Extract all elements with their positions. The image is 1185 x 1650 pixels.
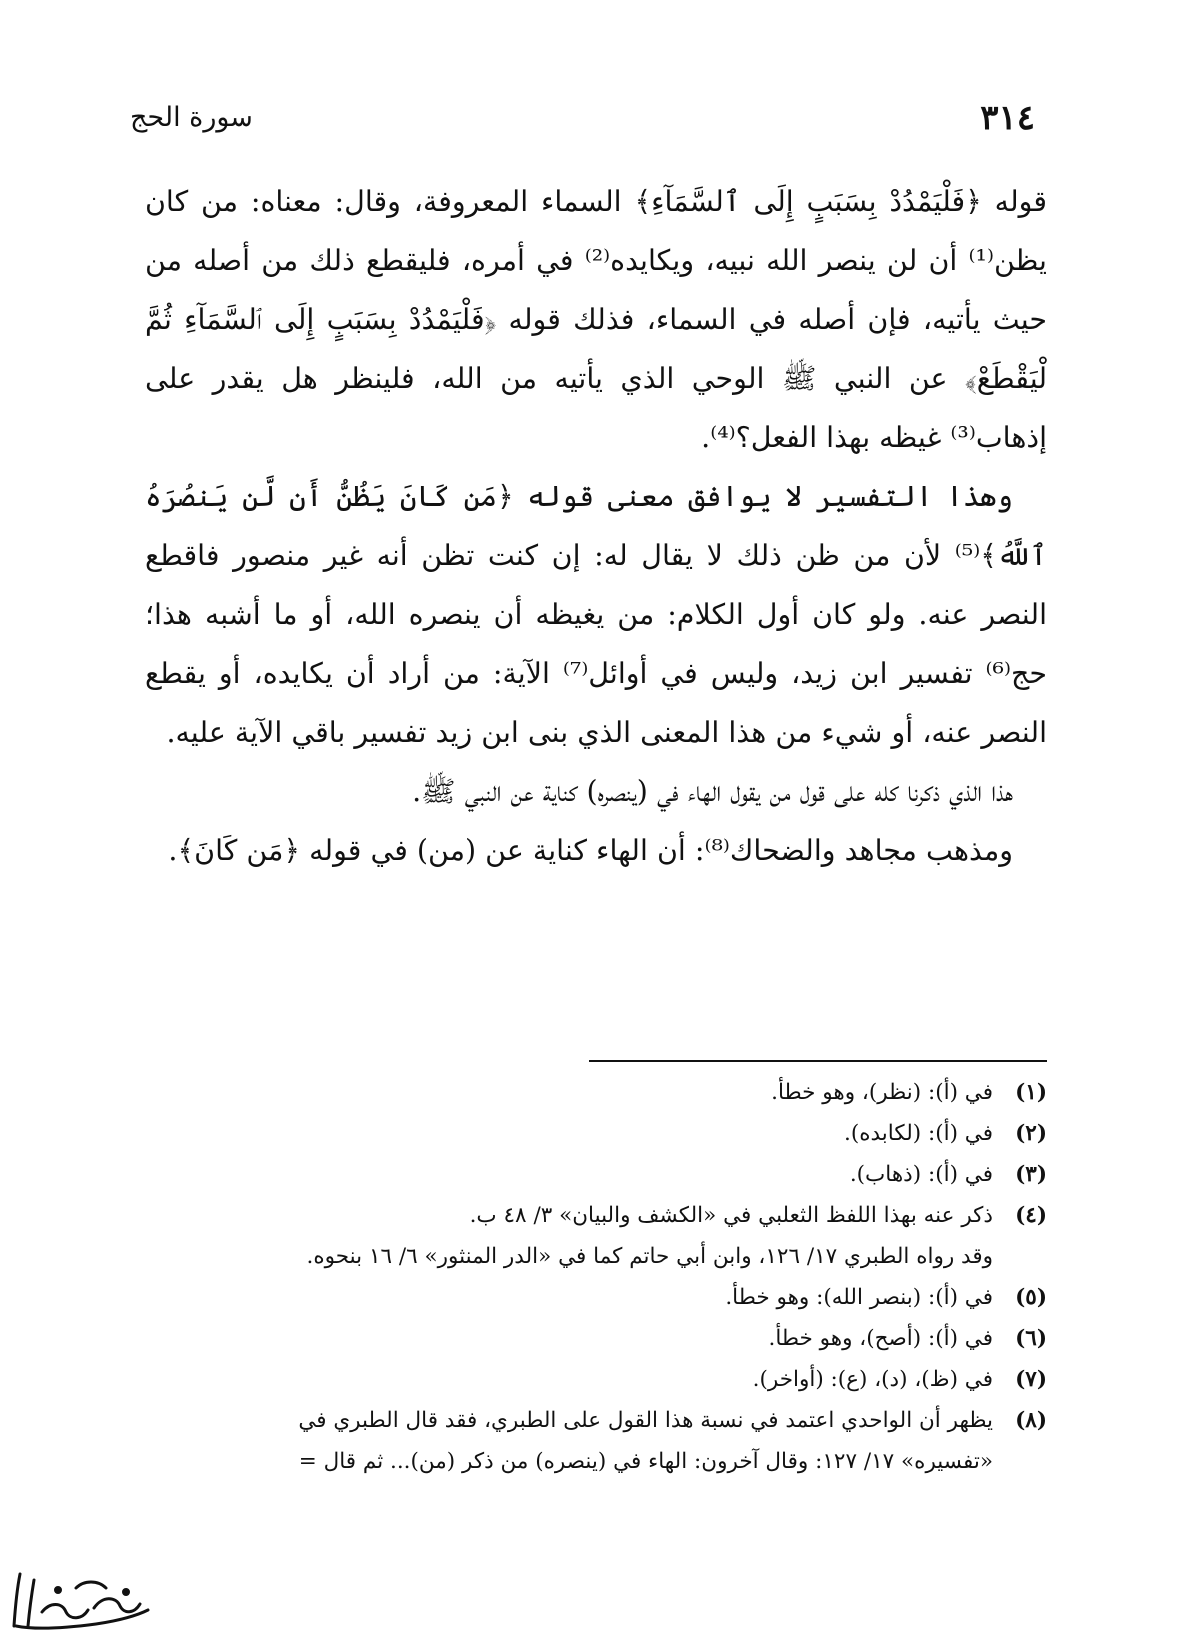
page-number: ٣١٤ — [980, 98, 1035, 138]
footnote-1 — [127, 1072, 1047, 1113]
surah-title: سورة الحج — [130, 102, 253, 133]
footnote-text: في (أ): (ذهاب). — [849, 1162, 993, 1187]
footnote-4 — [127, 1195, 1047, 1236]
running-head — [130, 98, 1035, 142]
footnote-separator — [589, 1060, 1047, 1062]
footnote-text: في (أ): (أصح)، وهو خطأ. — [768, 1326, 993, 1351]
main-text — [145, 172, 1047, 880]
footnote-6 — [127, 1318, 1047, 1359]
footnote-text: في (أ): (نظر)، وهو خطأ. — [771, 1080, 993, 1105]
footnote-number: (٢) — [1015, 1121, 1047, 1146]
footnote-number: (٨) — [1015, 1408, 1047, 1433]
paragraph-3: هذا الذي ذكرنا كله على قول من يقول الهاء في (ينصره) كناية عن النبي ﷺ. — [412, 775, 1013, 808]
footnotes — [127, 1072, 1047, 1482]
footnote-number: (٦) — [1015, 1326, 1047, 1351]
paragraph-2: وهذا التفسير لا يوافق معنى قوله ﴿مَن كَانَ يَظُنُّ أَن لَّن يَنصُرَهُ ٱللَّهُ﴾⁽⁵⁾ لأن من ظن ذلك لا يقال له: إن كنت تظن أنه غير منصور فاقطع النصر عنه. ولو كان أول الكلام: من يغيظه أن ينصره الله، أو ما أشبه هذا؛ حج⁽⁶⁾ تفسير ابن زيد، وليس في أوائل⁽⁷⁾ الآية: من أراد أن يكايده، أو يقطع النصر عنه، أو شيء من هذا المعنى الذي بنى ابن زيد تفسير باقي الآية عليه. — [145, 480, 1047, 749]
footnote-2 — [127, 1113, 1047, 1154]
footnote-8 — [127, 1400, 1047, 1441]
footnote-5 — [127, 1277, 1047, 1318]
footnote-text: في (أ): (بنصر الله): وهو خطأ. — [725, 1285, 993, 1310]
calligraphy-logo-icon — [6, 1566, 156, 1638]
paragraph-1: قوله ﴿فَلْيَمْدُدْ بِسَبَبٍ إِلَى ٱلسَّمَآءِ﴾ السماء المعروفة، وقال: معناه: من كان يظن⁽¹⁾ أن لن ينصر الله نبيه، ويكايده⁽²⁾ في أمره، فليقطع ذلك من أصله من حيث يأتيه، فإن أصله في السماء، فذلك قوله ﴿فَلْيَمْدُدْ بِسَبَبٍ إِلَى ٱلسَّمَآءِ ثُمَّ لْيَقْطَعْ﴾ عن النبي ﷺ الوحي الذي يأتيه من الله، فلينظر هل يقدر على إذهاب⁽³⁾ غيظه بهذا الفعل؟⁽⁴⁾. — [145, 185, 1047, 454]
footnote-number: (٥) — [1015, 1285, 1047, 1310]
paragraph-4: ومذهب مجاهد والضحاك⁽⁸⁾: أن الهاء كناية عن (من) في قوله ﴿مَن كَانَ﴾. — [168, 834, 1013, 867]
footnote-8-continuation: «تفسيره» ١٧/ ١٢٧: وقال آخرون: الهاء في (ينصره) من ذكر (من)... ثم قال = — [298, 1449, 993, 1474]
footnote-number: (٧) — [1015, 1367, 1047, 1392]
footnote-text: يظهر أن الواحدي اعتمد في نسبة هذا القول على الطبري، فقد قال الطبري في — [298, 1408, 993, 1433]
footnote-text: في (ظ)، (د)، (ع): (أواخر). — [752, 1367, 993, 1392]
footnote-number: (٤) — [1015, 1203, 1047, 1228]
footnote-3 — [127, 1154, 1047, 1195]
footnote-text: ذكر عنه بهذا اللفظ الثعلبي في «الكشف والبيان» ٣/ ٤٨ ب. — [469, 1203, 993, 1228]
footnote-number: (٣) — [1015, 1162, 1047, 1187]
footnote-text: في (أ): (لكابده). — [844, 1121, 993, 1146]
footnote-7 — [127, 1359, 1047, 1400]
footnote-4-continuation: وقد رواه الطبري ١٧/ ١٢٦، وابن أبي حاتم كما في «الدر المنثور» ٦/ ١٦ بنحوه. — [306, 1244, 993, 1269]
footnote-number: (١) — [1015, 1080, 1047, 1105]
